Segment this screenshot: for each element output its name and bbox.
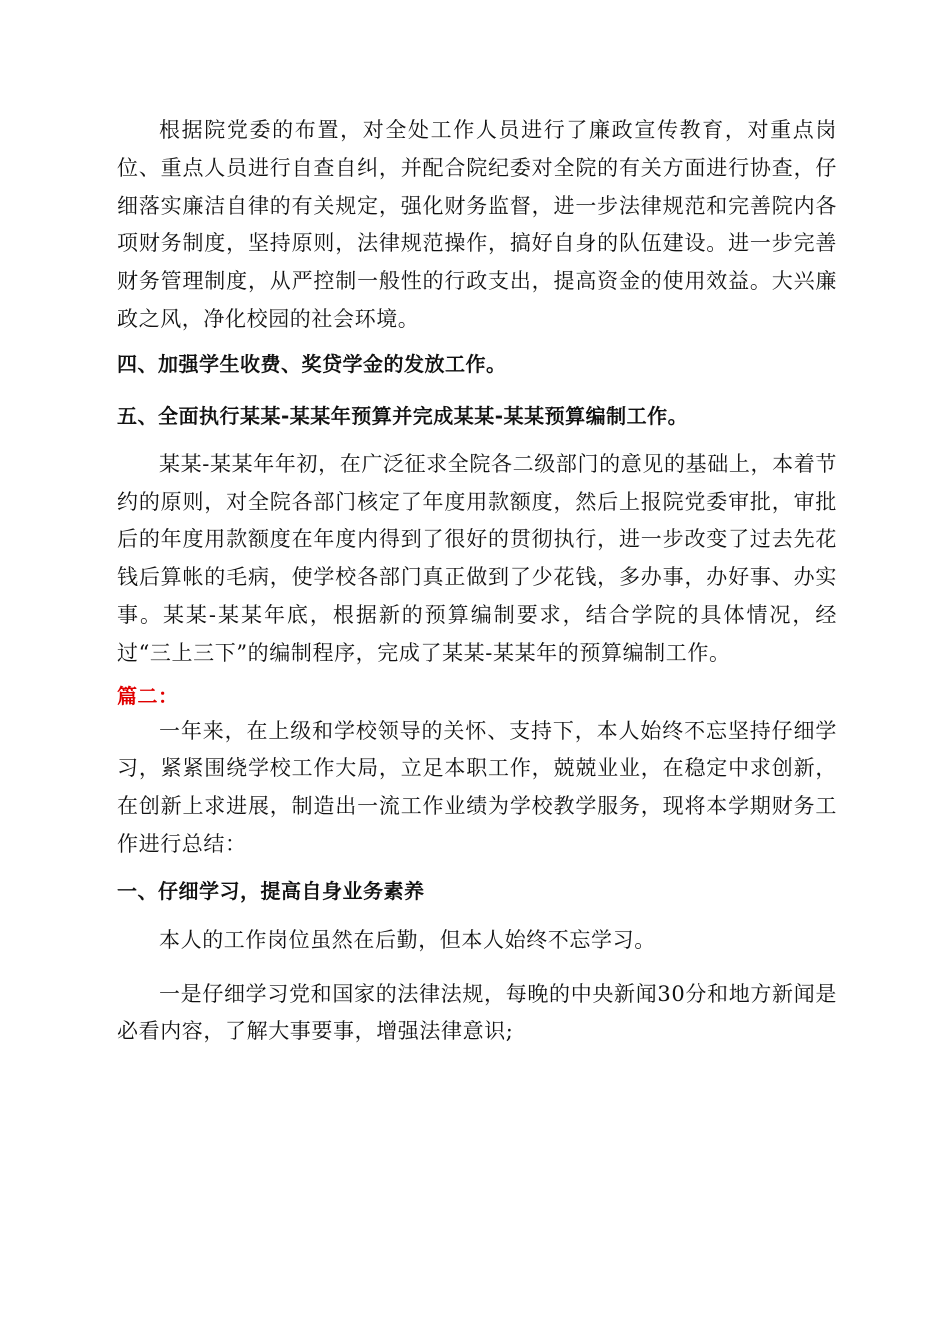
paragraph-integrity-education: 根据院党委的布置，对全处工作人员进行了廉政宣传教育，对重点岗位、重点人员进行自查自纠，并配合院纪委对全院的有关方面进行协查，仔细落实廉洁自律的有关规定，强化财务监督，进一步法律规范和完善院内各项财务制度，坚持原则，法律规范操作，搞好自身的队伍建设。进一步完善财务管理制度，从严控制一般性的行政支出，提高资金的使用效益。大兴廉政之风，净化校园的社会环境。 xyxy=(117,118,837,331)
section-heading-study: 一、仔细学习，提高自身业务素养 xyxy=(117,878,425,903)
paragraph-study-intro: 本人的工作岗位虽然在后勤，但本人始终不忘学习。 xyxy=(159,927,656,952)
paragraph-study-law: 一是仔细学习党和国家的法律法规，每晚的中央新闻30分和地方新闻是必看内容，了解大事要事，增强法律意识; xyxy=(117,981,837,1044)
paragraph-part-two-intro: 一年来，在上级和学校领导的关怀、支持下，本人始终不忘坚持仔细学习，紧紧围绕学校工作大局，立足本职工作，兢兢业业，在稳定中求创新，在创新上求进展，制造出一流工作业绩为学校教学服务，现将本学期财务工作进行总结： xyxy=(117,718,837,856)
paragraph-budget: 某某-某某年年初，在广泛征求全院各二级部门的意见的基础上，本着节约的原则，对全院各部门核定了年度用款额度，然后上报院党委审批，审批后的年度用款额度在年度内得到了很好的贯彻执行，进一步改变了过去先花钱后算帐的毛病，使学校各部门真正做到了少花钱，多办事，办好事、办实事。某某-某某年底，根据新的预算编制要求，结合学院的具体情况，经过“三上三下”的编制程序，完成了某某-某某年的预算编制工作。 xyxy=(117,451,837,665)
section-heading-four: 四、加强学生收费、奖贷学金的发放工作。 xyxy=(117,351,507,376)
section-heading-five: 五、全面执行某某-某某年预算并完成某某-某某预算编制工作。 xyxy=(117,403,689,428)
part-two-heading: 篇二： xyxy=(117,683,179,708)
document-page xyxy=(117,112,837,1051)
